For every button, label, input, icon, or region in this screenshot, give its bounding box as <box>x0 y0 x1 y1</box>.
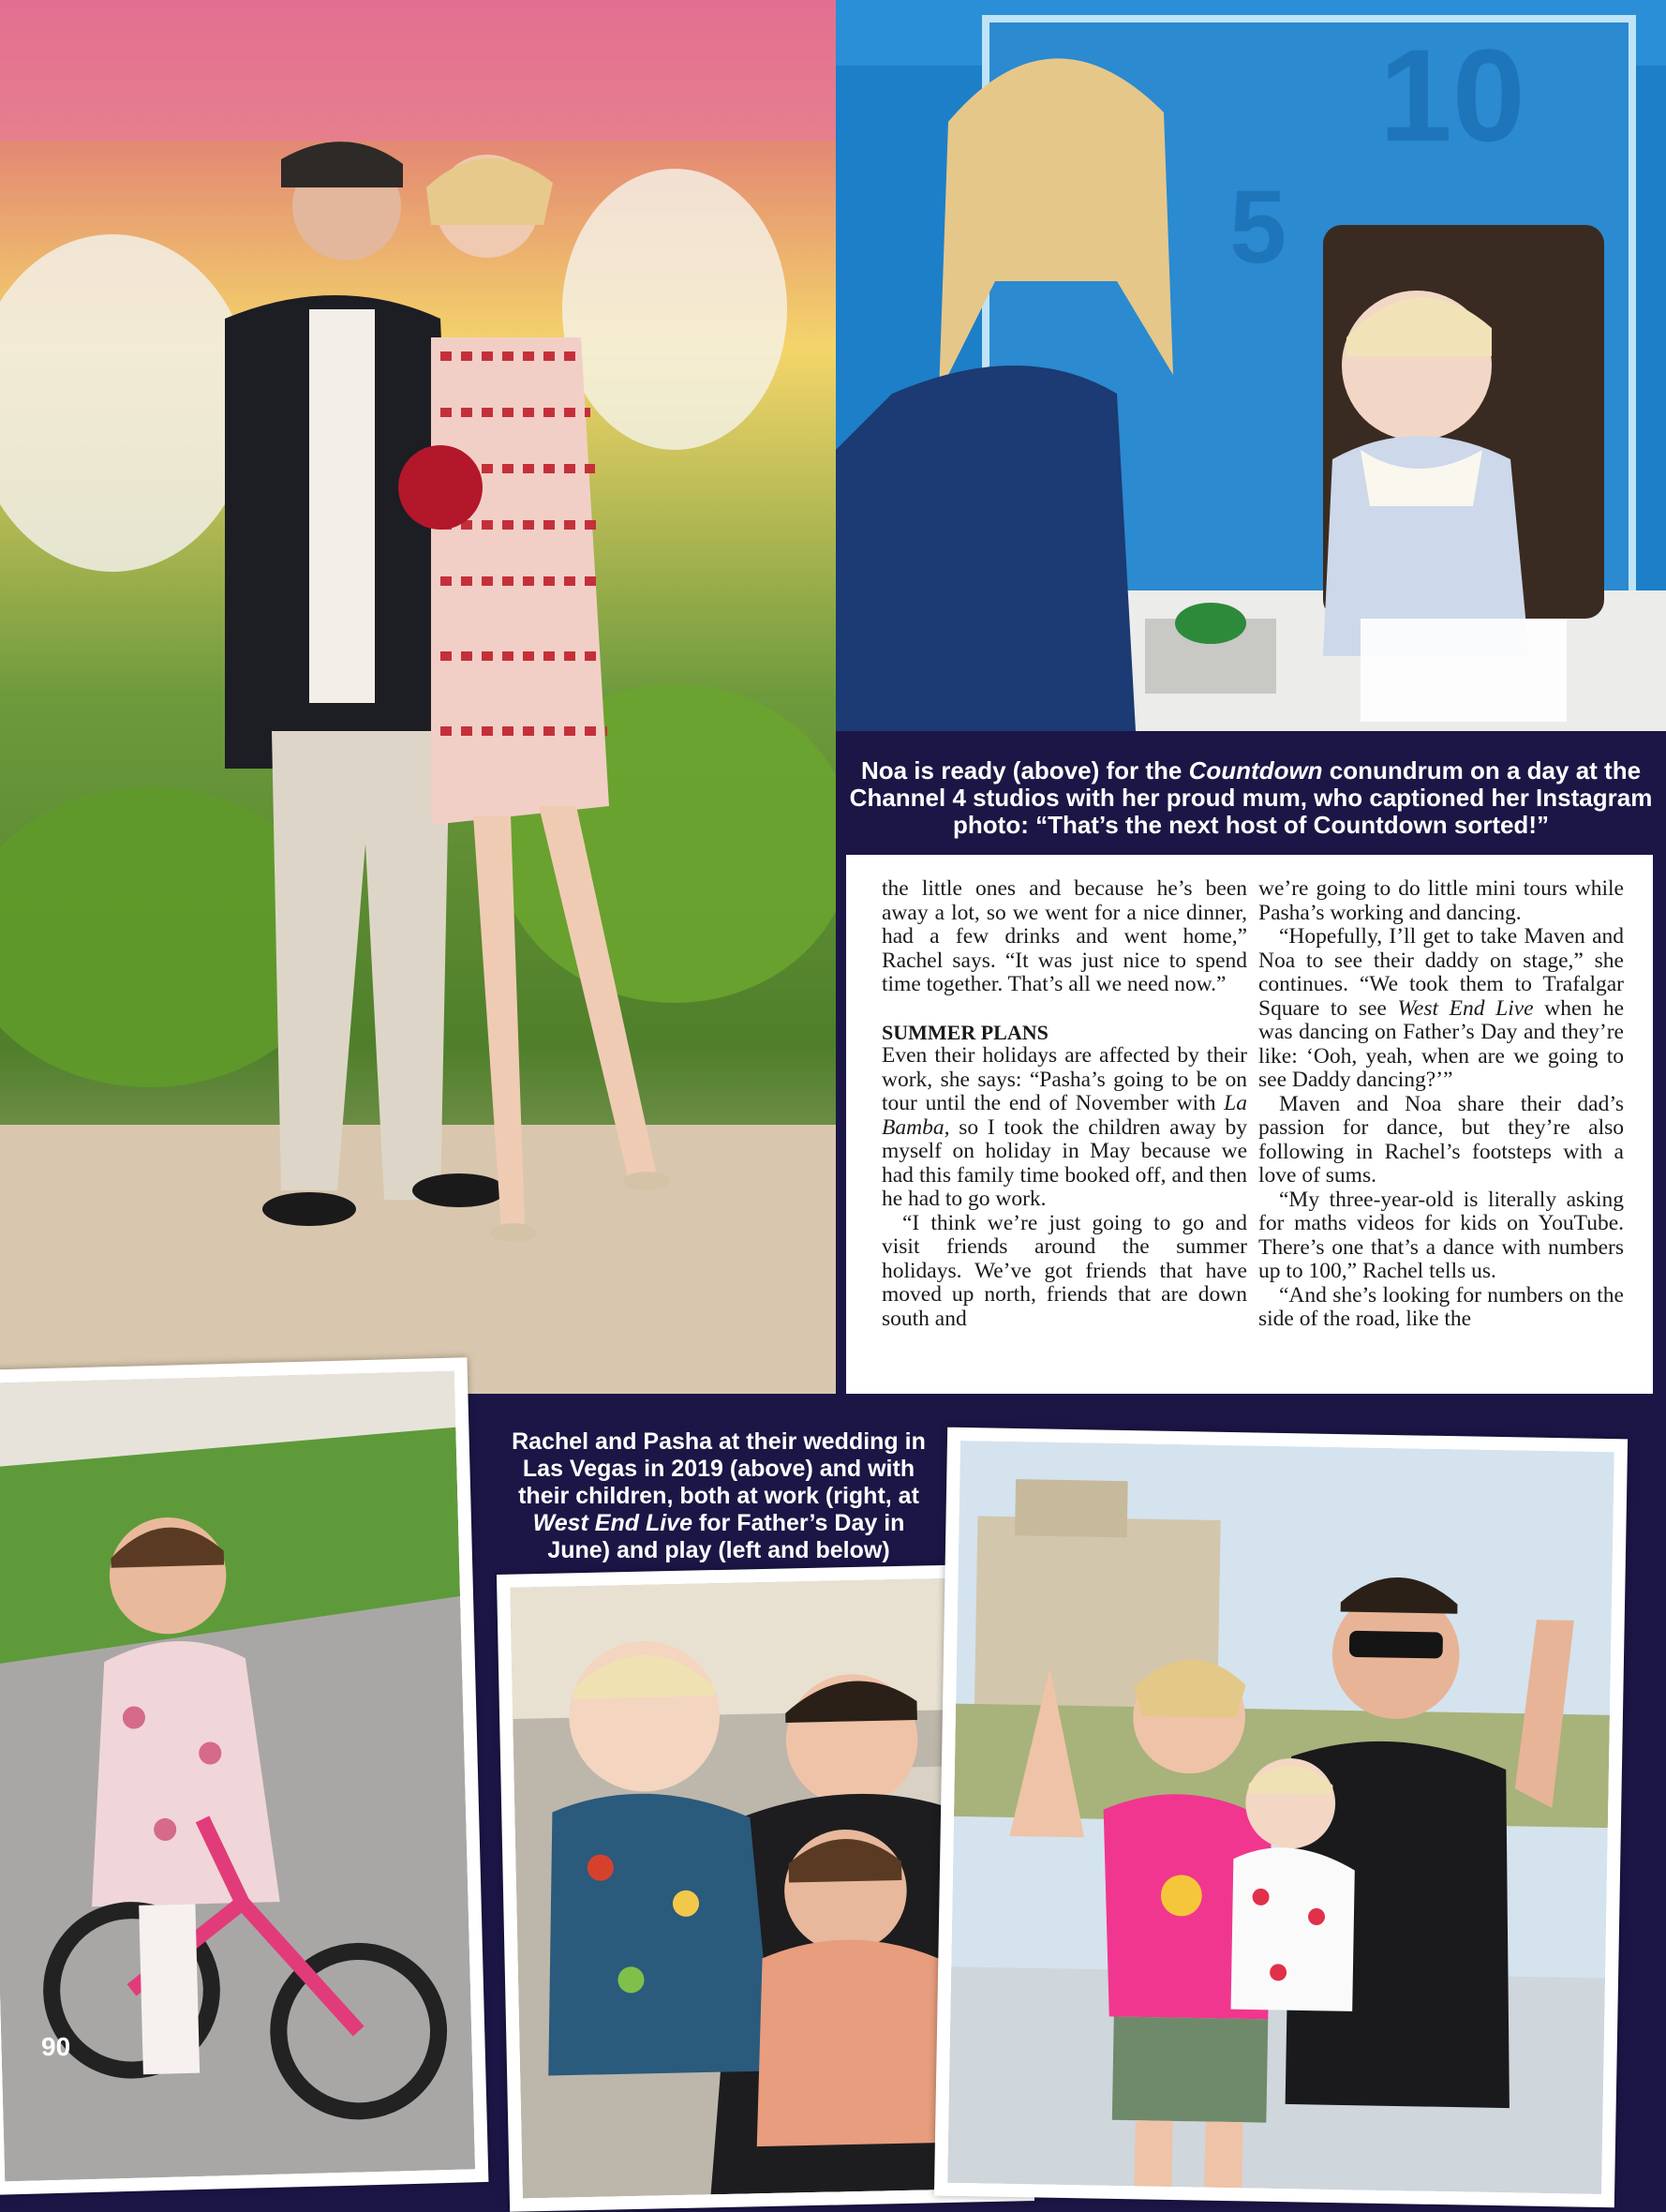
west-end-photo-frame <box>934 1427 1628 2208</box>
page-number: 90 <box>41 2032 71 2061</box>
article-col1-p2 <box>882 1044 1247 1212</box>
article-col2-p2-italic: West End Live <box>1397 995 1534 1021</box>
article-col2-p2b: when he was dancing on Father’s Day and they’re like: ‘Ooh, yeah, when are we going to see Daddy dancing?’” <box>1258 995 1624 1092</box>
article-col1-p2a: Even their holidays are affected by their work, she says: “Pasha’s going to be on tour until the end of November with <box>882 1043 1247 1115</box>
article-body <box>846 855 1653 1394</box>
caption-middle-part2: for Father’s Day in June) and play (left and below) <box>547 1510 905 1563</box>
bike-photo <box>0 1371 475 2182</box>
svg-text:10: 10 <box>1379 22 1525 169</box>
caption-top-part2: conundrum on a day at the Channel 4 studios with her proud mum, who captioned her Instagram photo: “That’s the next host of Countdown sorted!” <box>849 756 1653 839</box>
article-col1-p3: “I think we’re just going to go and visit friends around the summer holidays. We’ve got friends that have moved up north, friends that are down south and <box>882 1210 1247 1331</box>
countdown-caption <box>848 757 1654 839</box>
article-col2-p3: Maven and Noa share their dad’s passion for dance, but they’re also following in Rachel’s footsteps with a love of sums. <box>1258 1091 1624 1188</box>
wedding-photo <box>0 0 836 1394</box>
caption-top-italic: Countdown <box>1188 756 1323 785</box>
caption-top-part1: Noa is ready (above) for the <box>860 756 1189 785</box>
svg-text:5: 5 <box>1229 170 1287 285</box>
article-subheading: SUMMER PLANS <box>882 1020 1049 1044</box>
article-col1-p2b: so I took the children away by myself on holiday in May because we had this family time booked off, and then he had to go work. <box>882 1114 1247 1211</box>
article-col1-p1: the little ones and because he’s been away a lot, so we went for a nice dinner, had a few drinks and went home,” Rachel says. “It was just nice to spend time together. That’s all we need now.” <box>882 876 1247 996</box>
wedding-caption <box>498 1428 939 1564</box>
article-column-1 <box>882 877 1247 1331</box>
article-col2-p2a: “Hopefully, I’ll get to take Maven and Noa to see their daddy on stage,” she continues. “We took them to Trafalgar Square to see <box>1258 924 1624 1021</box>
wedding-couple-photo <box>0 0 836 1394</box>
article-col2-p1: we’re going to do little mini tours while Pasha’s working and dancing. <box>1258 876 1624 925</box>
countdown-photo <box>836 0 1666 731</box>
countdown-studio-photo <box>836 0 1666 731</box>
bike-photo-frame <box>0 1357 488 2195</box>
girl-on-bike-photo <box>0 1371 475 2182</box>
article-col1-p2-italic: La Bamba, <box>882 1091 1247 1140</box>
caption-middle-italic: West End Live <box>532 1510 692 1536</box>
article-col2-p2 <box>1258 925 1624 1093</box>
west-end-photo <box>947 1441 1614 2194</box>
article-column-2 <box>1258 877 1624 1332</box>
article-col2-p5: “And she’s looking for numbers on the side of the road, like the <box>1258 1282 1624 1331</box>
article-col2-p4: “My three-year-old is literally asking for maths videos for kids on YouTube. There’s one that’s a dance with numbers up to 100,” Rachel tells us. <box>1258 1187 1624 1283</box>
caption-middle-part1: Rachel and Pasha at their wedding in Las Vegas in 2019 (above) and with their children, both at work (right, at <box>512 1428 926 1509</box>
family-west-end-live-photo <box>947 1441 1614 2194</box>
